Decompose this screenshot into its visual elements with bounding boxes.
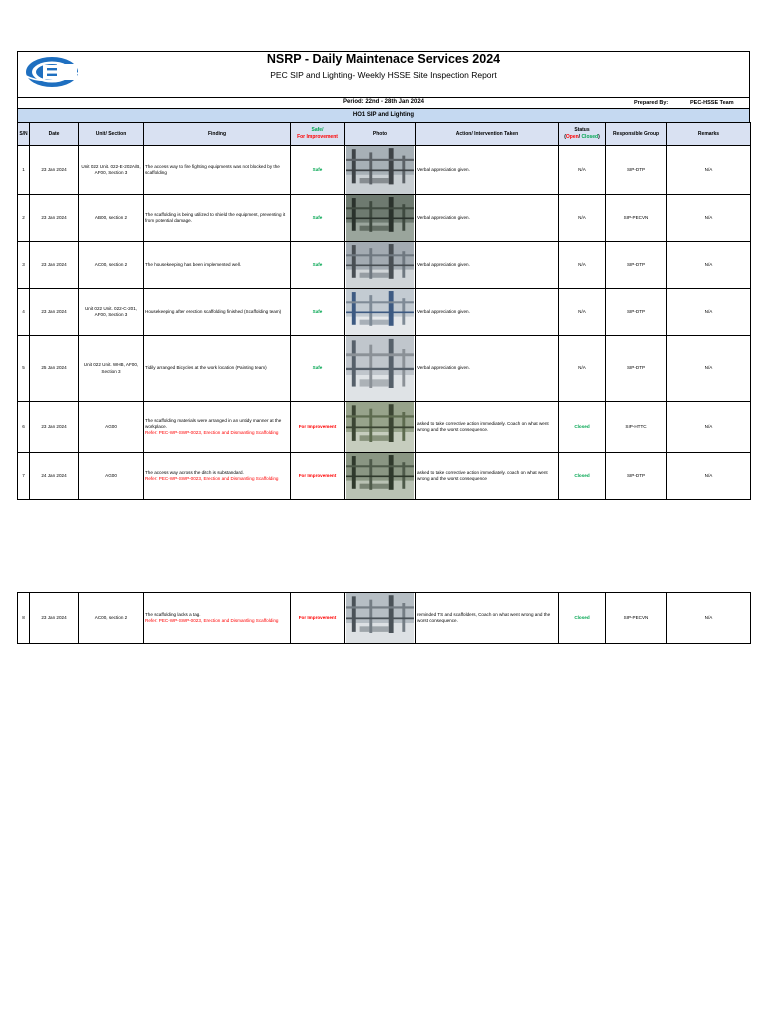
cell-date: 23 Jan 2024 — [30, 146, 79, 195]
cell-status — [559, 289, 606, 336]
status-label: Closed — [574, 472, 590, 478]
rating-label: Safe — [312, 166, 323, 172]
status-label: Closed — [574, 614, 590, 620]
cell-action: Verbal appreciation given. — [416, 336, 559, 402]
cell-unit: AC00, section 2 — [79, 242, 144, 289]
cell-action: Verbal appreciation given. — [416, 195, 559, 242]
status-label: N/A — [578, 214, 586, 220]
table-row — [18, 336, 751, 402]
rating-label: Safe — [312, 261, 323, 267]
table-row — [18, 289, 751, 336]
cell-remarks: N/A — [667, 242, 751, 289]
cell-group: SIP-DTP — [606, 336, 667, 402]
col-improve-label: For Improvement — [297, 134, 338, 140]
report-sheet — [17, 51, 750, 500]
cell-status — [559, 195, 606, 242]
col-finding: Finding — [144, 123, 291, 146]
rating-label: Safe — [312, 365, 323, 371]
col-status-label: Status — [574, 127, 590, 134]
cell-date: 23 Jan 2024 — [30, 195, 79, 242]
col-photo: Photo — [345, 123, 416, 146]
cell-sn: 4 — [18, 289, 30, 336]
col-unit: Unit/ Section — [79, 123, 144, 146]
cell-photo — [345, 195, 416, 242]
cell-group: SIP-DTP — [606, 242, 667, 289]
inspection-table-continued — [17, 592, 751, 644]
finding-text: The scaffolding materials were arranged in an untidy manner at the workplace. — [145, 417, 282, 429]
rating-label: For Improvement — [298, 614, 337, 620]
col-status-sep: / — [578, 134, 582, 140]
finding-reference: Refer: PEC-WP-SWP-0023, Erection and Dismantling Scaffolding — [145, 476, 279, 481]
cell-rating — [291, 336, 345, 402]
status-label: N/A — [578, 261, 586, 267]
cell-sn: 6 — [18, 402, 30, 453]
col-status-open: Open — [565, 134, 579, 140]
inspection-photo — [346, 242, 414, 288]
cell-date: 24 Jan 2024 — [30, 453, 79, 500]
cell-photo — [345, 593, 416, 644]
col-sn: S/N — [18, 123, 30, 146]
report-title: NSRP - Daily Maintenace Services 2024 — [266, 52, 501, 66]
cell-action: asked to take corrective action immediately. Coach on what went wrong and the worst consequence. — [416, 402, 559, 453]
cell-group: SIP-PECVN — [606, 195, 667, 242]
cell-action: reminded TS and scaffolders, Coach on what went wrong and the worst consequence. — [416, 593, 559, 644]
cell-unit: AG00 — [79, 453, 144, 500]
cell-unit: Unit 022 Unit. 022-E-202A/B, AF00, Section 3 — [79, 146, 144, 195]
cell-photo — [345, 146, 416, 195]
cell-status — [559, 453, 606, 500]
cell-rating — [291, 402, 345, 453]
inspection-photo — [346, 453, 414, 499]
report-subtitle: PEC SIP and Lighting- Weekly HSSE Site Inspection Report — [270, 70, 497, 80]
cell-rating — [291, 453, 345, 500]
finding-text: The scaffolding lacks a tag. — [145, 611, 201, 617]
cell-unit: AB00, section 2 — [79, 195, 144, 242]
cell-group: SIP-DTP — [606, 453, 667, 500]
cell-sn: 2 — [18, 195, 30, 242]
cell-sn: 5 — [18, 336, 30, 402]
inspection-photo — [346, 593, 414, 643]
prepared-by-label: Prepared By: — [634, 99, 669, 106]
cell-status — [559, 146, 606, 195]
cell-action: Verbal appreciation given. — [416, 146, 559, 195]
status-label: N/A — [578, 365, 586, 371]
rating-label: For Improvement — [298, 423, 337, 429]
cell-unit: Unit 022 Unit. WHB, AF00, Section 3 — [79, 336, 144, 402]
cell-date: 23 Jan 2024 — [30, 289, 79, 336]
cell-sn: 3 — [18, 242, 30, 289]
finding-text: The housekeeping has been implemented well. — [145, 261, 242, 267]
inspection-photo — [346, 195, 414, 241]
report-sheet-page2 — [17, 592, 750, 644]
cell-status — [559, 336, 606, 402]
cell-finding — [144, 402, 291, 453]
status-label: N/A — [578, 166, 586, 172]
cell-rating — [291, 289, 345, 336]
cell-photo — [345, 336, 416, 402]
cell-status — [559, 402, 606, 453]
cell-sn: 7 — [18, 453, 30, 500]
cell-date: 23 Jan 2024 — [30, 402, 79, 453]
col-action: Action/ Intervention Taken — [416, 123, 559, 146]
cell-finding — [144, 336, 291, 402]
finding-text: The access way across the ditch is substandard. — [145, 469, 244, 475]
col-date: Date — [30, 123, 79, 146]
prepared-by-value: PEC-HSSE Team — [690, 99, 734, 106]
cell-finding — [144, 146, 291, 195]
cell-action: asked to take corrective action immediately. coach on what went wrong and the worst consequence — [416, 453, 559, 500]
cell-status — [559, 242, 606, 289]
report-header — [17, 51, 750, 97]
table-row — [18, 146, 751, 195]
col-status: Status (Open/ Closed) — [559, 123, 606, 146]
cell-rating — [291, 146, 345, 195]
cell-date: 23 Jan 2024 — [30, 242, 79, 289]
cell-remarks: N/A — [667, 453, 751, 500]
report-period: Period: 22nd - 28th Jan 2024 — [342, 99, 425, 105]
finding-text: Tidily arranged Bicycles at the work location (Painting team) — [145, 365, 267, 371]
status-label: Closed — [574, 423, 590, 429]
period-row — [17, 97, 750, 108]
cell-finding — [144, 453, 291, 500]
cell-rating — [291, 242, 345, 289]
inspection-photo — [346, 402, 414, 452]
cell-group: SIP-PECVN — [606, 593, 667, 644]
cell-action: Verbal appreciation given. — [416, 242, 559, 289]
finding-text: Housekeeping after erection scaffolding finished (Scaffolding team) — [145, 308, 282, 314]
status-label: N/A — [578, 308, 586, 314]
col-safe — [291, 123, 345, 146]
cell-group: SIP-HTTC — [606, 402, 667, 453]
cell-unit: Unit 022 Unit. 022-C-201, AF00, Section 3 — [79, 289, 144, 336]
cell-remarks: N/A — [667, 195, 751, 242]
cell-remarks: N/A — [667, 593, 751, 644]
col-status-closed: Closed — [581, 134, 599, 140]
table-header-row — [18, 123, 751, 146]
cell-sn: 8 — [18, 593, 30, 644]
col-group: Responsible Group — [606, 123, 667, 146]
cell-sn: 1 — [18, 146, 30, 195]
cell-photo — [345, 402, 416, 453]
col-remarks: Remarks — [667, 123, 751, 146]
cell-photo — [345, 242, 416, 289]
table-row — [18, 593, 751, 644]
cell-unit: AG00 — [79, 402, 144, 453]
section-title: HO1 SIP and Lighting — [17, 108, 750, 122]
cell-finding — [144, 289, 291, 336]
cell-remarks: N/A — [667, 146, 751, 195]
table-row — [18, 402, 751, 453]
inspection-table — [17, 122, 751, 500]
finding-reference: Refer: PEC-WP-SWP-0023, Erection and Dismantling Scaffolding — [145, 430, 279, 436]
table-row — [18, 195, 751, 242]
cell-group: SIP-DTP — [606, 146, 667, 195]
rating-label: Safe — [312, 214, 323, 220]
cell-action: Verbal appreciation given. — [416, 289, 559, 336]
cell-rating — [291, 593, 345, 644]
cell-finding — [144, 593, 291, 644]
table-row — [18, 453, 751, 500]
cell-remarks: N/A — [667, 336, 751, 402]
cell-finding — [144, 242, 291, 289]
cell-date: 23 Jan 2024 — [30, 593, 79, 644]
cell-date: 25 Jan 2024 — [30, 336, 79, 402]
rating-label: For Improvement — [298, 472, 337, 478]
col-safe-label: Safe/ — [311, 127, 324, 134]
cell-photo — [345, 289, 416, 336]
cell-finding — [144, 195, 291, 242]
inspection-photo — [346, 336, 414, 401]
cell-remarks: N/A — [667, 289, 751, 336]
cell-photo — [345, 453, 416, 500]
inspection-photo — [346, 289, 414, 335]
cell-status — [559, 593, 606, 644]
finding-reference: Refer: PEC-WP-SWP-0023, Erection and Dismantling Scaffolding — [145, 618, 279, 623]
finding-text: The scaffolding is being utilized to shield the equipment, preventing it from potential damage. — [145, 211, 286, 223]
table-row — [18, 242, 751, 289]
cell-unit: AC00, section 2 — [79, 593, 144, 644]
inspection-photo — [346, 146, 414, 194]
cell-remarks: N/A — [667, 402, 751, 453]
rating-label: Safe — [312, 308, 323, 314]
cell-group: SIP-DTP — [606, 289, 667, 336]
finding-text: The access way to fire fighting equipments was not blocked by the scaffolding — [145, 163, 280, 175]
cell-rating — [291, 195, 345, 242]
